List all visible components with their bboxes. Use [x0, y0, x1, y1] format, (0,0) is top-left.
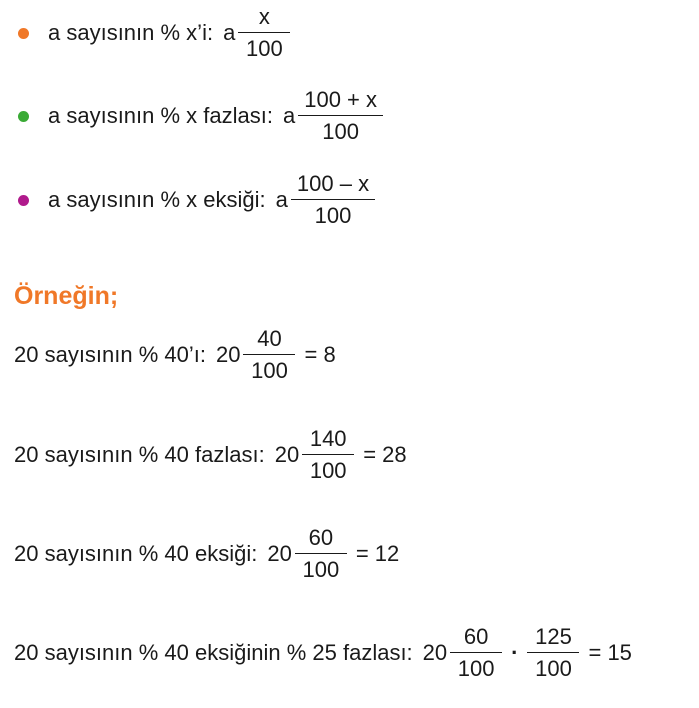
- fraction-denominator: 100: [322, 119, 359, 144]
- green-bullet-icon: [18, 111, 29, 122]
- rule-coefficient: a: [275, 187, 288, 212]
- fraction-denominator: 100: [309, 458, 347, 483]
- fraction: [291, 173, 375, 227]
- rule-coefficient: a: [223, 20, 236, 45]
- fraction-numerator: 100 + x: [298, 89, 383, 116]
- multiplication-dot: ·: [511, 640, 519, 665]
- fraction-numerator: 60: [450, 626, 502, 653]
- fraction-numerator: 140: [302, 428, 354, 455]
- fraction-second: [527, 626, 579, 680]
- fraction-denominator: 100: [535, 656, 572, 681]
- example-percent-increase: [14, 428, 407, 482]
- purple-bullet-icon: [18, 195, 29, 206]
- fraction: [302, 428, 354, 482]
- rule-label: a sayısının % x fazlası:: [48, 103, 273, 128]
- example-label: 20 sayısının % 40 eksiği:: [14, 541, 258, 566]
- example-coefficient: 20: [274, 442, 300, 467]
- example-decrease-then-increase: [14, 626, 632, 680]
- example-coefficient: 20: [422, 640, 448, 665]
- rule-percent-of: [18, 6, 293, 60]
- example-percent-of: [14, 328, 336, 382]
- fraction-denominator: 100: [302, 557, 340, 582]
- orange-bullet-icon: [18, 28, 29, 39]
- fraction: [295, 527, 347, 581]
- example-label: 20 sayısının % 40 eksiğinin % 25 fazlası:: [14, 640, 413, 665]
- fraction: [298, 89, 383, 143]
- fraction-numerator: 40: [243, 328, 295, 355]
- example-percent-decrease: [14, 527, 399, 581]
- rule-label: a sayısının % x eksiği:: [48, 187, 266, 212]
- fraction: [243, 328, 295, 382]
- example-label: 20 sayısının % 40 fazlası:: [14, 442, 265, 467]
- rule-percent-decrease: [18, 173, 378, 227]
- fraction-numerator: 100 – x: [291, 173, 375, 200]
- example-result: = 12: [355, 541, 400, 566]
- fraction-denominator: 100: [314, 203, 352, 228]
- fraction-numerator: x: [238, 6, 290, 33]
- fraction: [238, 6, 290, 60]
- fraction-numerator: 125: [527, 626, 579, 653]
- fraction-denominator: 100: [245, 36, 283, 61]
- example-result: = 15: [588, 640, 632, 665]
- rule-coefficient: a: [282, 103, 296, 128]
- example-coefficient: 20: [216, 342, 241, 367]
- example-coefficient: 20: [267, 541, 292, 566]
- fraction-denominator: 100: [251, 358, 288, 383]
- example-result: = 8: [304, 342, 336, 367]
- fraction-denominator: 100: [457, 656, 495, 681]
- example-result: = 28: [363, 442, 407, 467]
- examples-heading: Örneğin;: [14, 282, 119, 310]
- fraction: [450, 626, 502, 680]
- example-label: 20 sayısının % 40’ı:: [14, 342, 206, 367]
- rule-label: a sayısının % x’i:: [48, 20, 214, 45]
- fraction-numerator: 60: [295, 527, 347, 554]
- rule-percent-increase: [18, 89, 386, 143]
